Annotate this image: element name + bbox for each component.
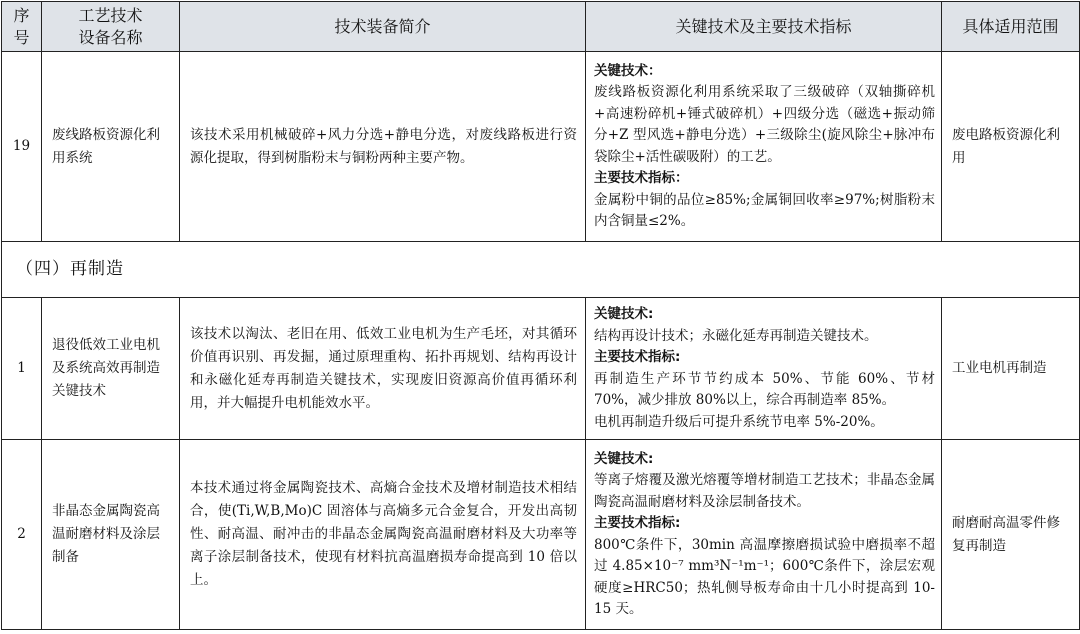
indicator-label: 主要技术指标： bbox=[594, 170, 689, 186]
header-serial-line2: 号 bbox=[13, 27, 30, 47]
key-tech-label: 关键技术： bbox=[594, 62, 662, 79]
technology-table bbox=[1, 1, 1080, 630]
row-intro: 该技术采用机械破碎+风力分选+静电分选，对废线路板进行资源化提取，得到树脂粉末与铜粉两种主要产物。 bbox=[180, 52, 586, 242]
table-row bbox=[2, 298, 1080, 440]
row-name: 废线路板资源化利用系统 bbox=[42, 52, 180, 242]
indicator-label: 主要技术指标: bbox=[594, 349, 681, 365]
header-key-tech: 关键技术及主要技术指标 bbox=[586, 2, 942, 52]
key-tech-label: 关键技术: bbox=[594, 306, 654, 322]
row-serial: 19 bbox=[2, 52, 42, 242]
header-name-line2: 设备名称 bbox=[78, 27, 143, 47]
row-intro: 本技术通过将金属陶瓷技术、高熵合金技术及增材制造技术相结合，使(Ti,W,B,Mo)C 固溶体与高熵多元合金复合，开发出高韧性、耐高温、耐冲击的非晶态金属陶瓷高温耐磨材料及大功率等离子涂层制备技术，使现有材料抗高温磨损寿命提高到 10 倍以上。 bbox=[180, 440, 586, 630]
row-serial: 2 bbox=[2, 440, 42, 630]
key-tech-text: 结构再设计技术；永磁化延寿再制造关键技术。 bbox=[594, 327, 878, 344]
row-scope: 耐磨耐高温零件修复再制造 bbox=[942, 440, 1080, 630]
section-row bbox=[2, 242, 1080, 298]
indicator-text: 金属粉中铜的品位≥85%;金属铜回收率≥97%;树脂粉末内含铜量≤2%。 bbox=[594, 191, 935, 229]
row-scope: 废电路板资源化利用 bbox=[942, 52, 1080, 242]
row-key-tech bbox=[586, 298, 942, 440]
header-serial-line1: 序 bbox=[13, 5, 30, 25]
header-scope: 具体适用范围 bbox=[942, 2, 1080, 52]
key-tech-label: 关键技术: bbox=[594, 450, 654, 467]
header-intro: 技术装备简介 bbox=[180, 2, 586, 52]
header-tech-name bbox=[42, 2, 180, 52]
row-scope: 工业电机再制造 bbox=[942, 298, 1080, 440]
row-name: 非晶态金属陶瓷高温耐磨材料及涂层制备 bbox=[42, 440, 180, 630]
key-tech-text: 等离子熔覆及激光熔覆等增材制造工艺技术；非晶态金属陶瓷高温耐磨材料及涂层制备技术。 bbox=[594, 472, 935, 510]
header-name-line1: 工艺技术 bbox=[78, 5, 143, 25]
table-header-row bbox=[2, 2, 1080, 52]
indicator-label: 主要技术指标: bbox=[594, 515, 681, 531]
key-tech-text: 废线路板资源化利用系统采取了三级破碎（双轴撕碎机+高速粉碎机+锤式破碎机）+四级分选（磁选+振动筛分+Z 型风选+静电分选）+三级除尘(旋风除尘+脉冲布袋除尘+活性碳吸附）的工艺。 bbox=[594, 84, 935, 165]
row-intro: 该技术以淘汰、老旧在用、低效工业电机为生产毛坯，对其循环价值再识别、再发掘，通过原理重构、拓扑再规划、结构再设计和永磁化延寿再制造关键技术，实现废旧资源高价值再循环利用，并大幅提升电机能效水平。 bbox=[180, 298, 586, 440]
header-serial-number bbox=[2, 2, 42, 52]
row-serial: 1 bbox=[2, 298, 42, 440]
indicator-text: 再制造生产环节节约成本 50%、节能 60%、节材 70%，减少排放 80%以上，综合再制造率 85%。 bbox=[594, 370, 935, 408]
table-row bbox=[2, 52, 1080, 242]
row-name: 退役低效工业电机及系统高效再制造关键技术 bbox=[42, 298, 180, 440]
row-key-tech bbox=[586, 440, 942, 630]
indicator-text: 800℃条件下，30min 高温摩擦磨损试验中磨损率不超过 4.85×10⁻⁷ mm³N⁻¹m⁻¹；600℃条件下，涂层宏观硬度≥HRC50；热轧侧导板寿命由十几小时提高到 10-15 天。 bbox=[594, 536, 935, 617]
table-row bbox=[2, 440, 1080, 630]
row-key-tech bbox=[586, 52, 942, 242]
indicator-text-extra: 电机再制造升级后可提升系统节电率 5%-20%。 bbox=[594, 413, 884, 430]
section-title: （四）再制造 bbox=[2, 242, 1080, 298]
